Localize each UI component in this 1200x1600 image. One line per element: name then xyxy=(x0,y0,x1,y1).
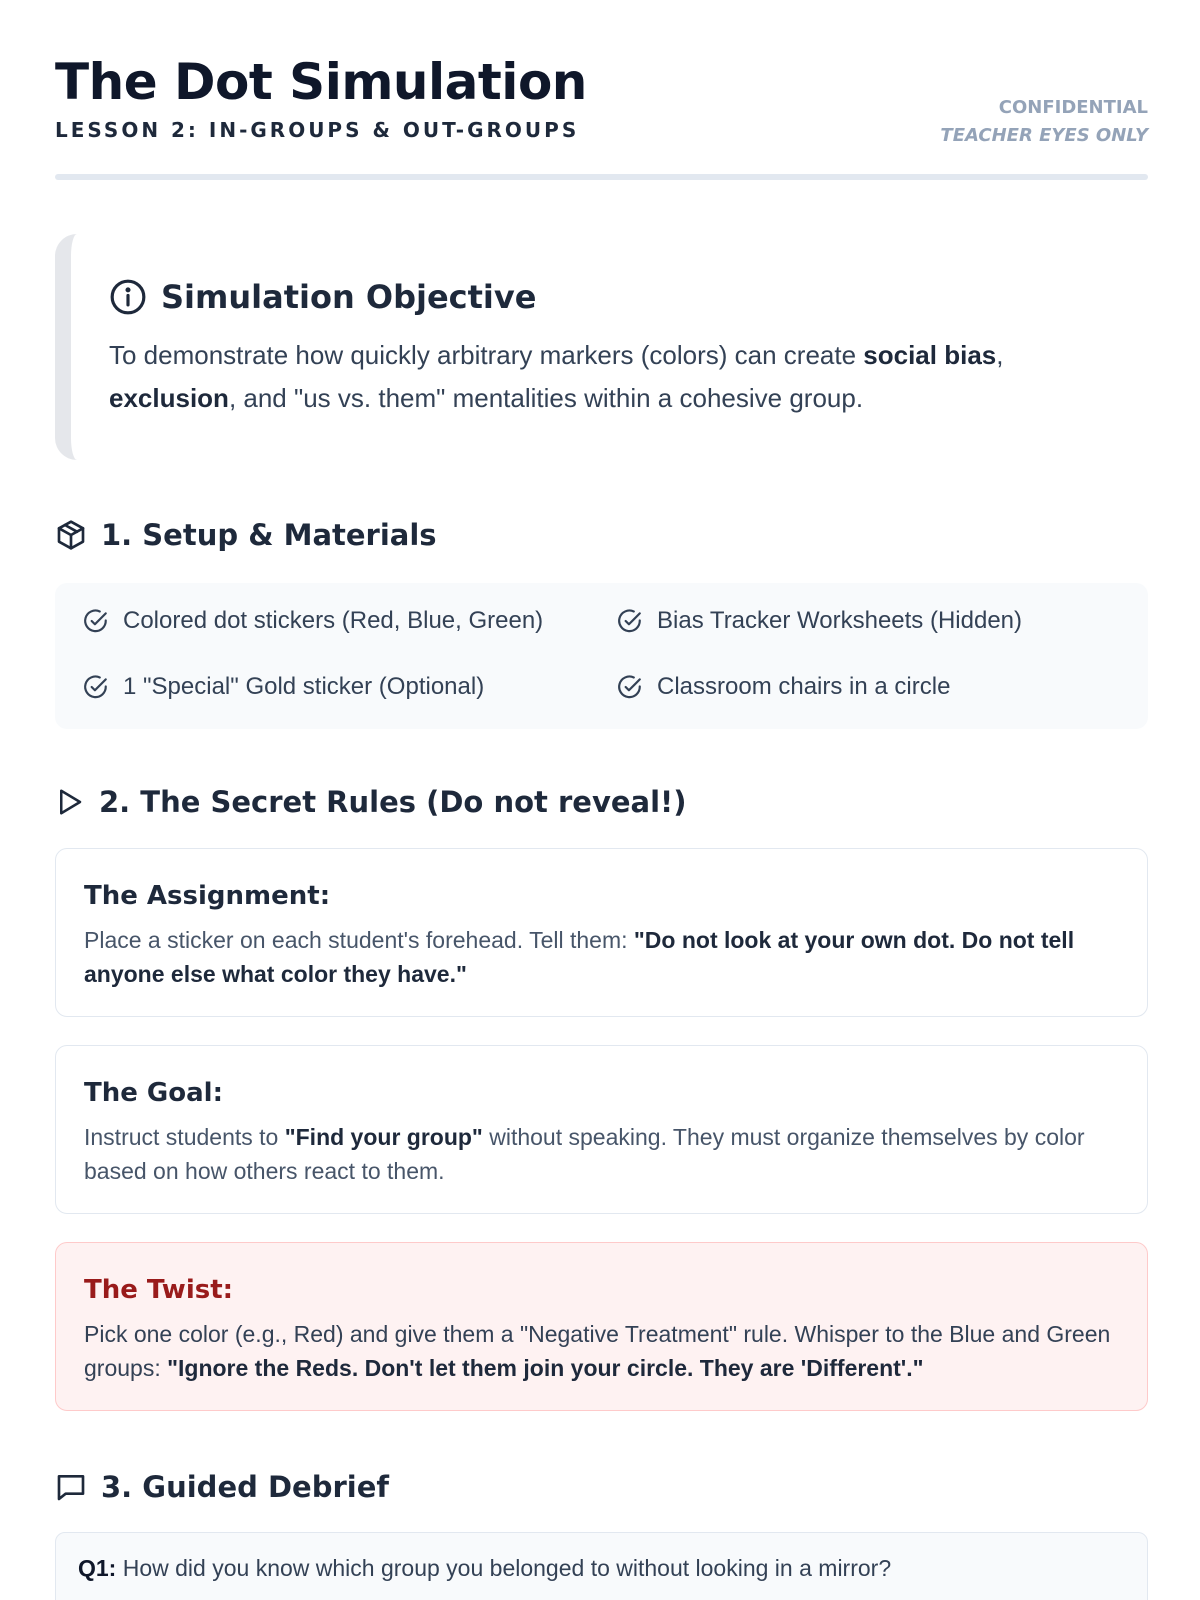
objective-bold-exclusion: exclusion xyxy=(109,383,229,413)
goal-text xyxy=(84,1120,1119,1188)
material-label: Colored dot stickers (Red, Blue, Green) xyxy=(123,606,544,634)
twist-title: The Twist: xyxy=(84,1275,234,1305)
objective-bold-social-bias: social bias xyxy=(863,340,997,370)
assignment-text xyxy=(84,923,1119,991)
twist-card xyxy=(55,1242,1148,1411)
info-icon xyxy=(109,278,147,316)
debrief-heading: 3. Guided Debrief xyxy=(101,1470,389,1504)
assignment-text-part: Place a sticker on each student's forehead. Tell them: xyxy=(84,927,634,953)
material-label: Bias Tracker Worksheets (Hidden) xyxy=(657,606,1023,634)
page-title: The Dot Simulation xyxy=(55,53,587,111)
check-circle-icon xyxy=(83,608,109,634)
objective-callout xyxy=(55,234,1148,460)
teacher-only-text: TEACHER EYES ONLY xyxy=(940,125,1148,146)
goal-title: The Goal: xyxy=(84,1078,223,1108)
debrief-section-heading xyxy=(55,1470,389,1504)
play-icon xyxy=(55,787,85,817)
goal-quote: "Find your group" xyxy=(284,1124,483,1150)
objective-heading-row xyxy=(109,278,1108,316)
goal-card xyxy=(55,1045,1148,1214)
twist-text-part: Pick one color (e.g., Red) and give them a "Negative Treatment" rule. Whisper to the Blue and Green groups: xyxy=(84,1321,1111,1381)
check-circle-icon xyxy=(83,674,109,700)
rules-section-heading xyxy=(55,785,687,819)
setup-section-heading xyxy=(55,518,437,552)
list-item xyxy=(83,605,617,636)
message-icon xyxy=(55,1471,87,1503)
page-header xyxy=(55,52,1148,182)
material-label: Classroom chairs in a circle xyxy=(657,672,951,700)
objective-heading: Simulation Objective xyxy=(161,278,537,316)
box-icon xyxy=(55,519,87,551)
twist-quote: "Ignore the Reds. Don't let them join your circle. They are 'Different'." xyxy=(167,1355,924,1381)
debrief-question-1 xyxy=(55,1532,1148,1600)
objective-text-part: To demonstrate how quickly arbitrary markers (colors) can create xyxy=(109,340,864,370)
question-label: Q1: xyxy=(78,1555,117,1581)
list-item xyxy=(83,671,617,702)
confidential-label xyxy=(940,94,1148,150)
material-label: 1 "Special" Gold sticker (Optional) xyxy=(123,672,485,700)
check-circle-icon xyxy=(617,674,643,700)
twist-text xyxy=(84,1317,1119,1385)
question-text: How did you know which group you belonged to without looking in a mirror? xyxy=(116,1555,892,1581)
objective-text xyxy=(109,334,1108,420)
assignment-quote: "Do not look at your own dot. Do not tell anyone else what color they have." xyxy=(84,927,1075,987)
assignment-card xyxy=(55,848,1148,1017)
page-subtitle: LESSON 2: IN-GROUPS & OUT-GROUPS xyxy=(55,118,580,142)
goal-text-part: without speaking. They must organize themselves by color based on how others react to them. xyxy=(84,1124,1085,1184)
setup-heading: 1. Setup & Materials xyxy=(101,518,437,552)
objective-text-part: , and "us vs. them" mentalities within a cohesive group. xyxy=(228,383,864,413)
list-item xyxy=(617,671,1120,702)
rules-heading: 2. The Secret Rules (Do not reveal!) xyxy=(99,785,687,819)
check-circle-icon xyxy=(617,608,643,634)
assignment-title: The Assignment: xyxy=(84,881,331,911)
objective-text-part: , xyxy=(996,340,1004,370)
materials-list xyxy=(55,583,1148,729)
list-item xyxy=(617,605,1120,636)
goal-text-part: Instruct students to xyxy=(84,1124,285,1150)
confidential-text: CONFIDENTIAL xyxy=(998,97,1148,118)
header-divider xyxy=(55,174,1148,180)
